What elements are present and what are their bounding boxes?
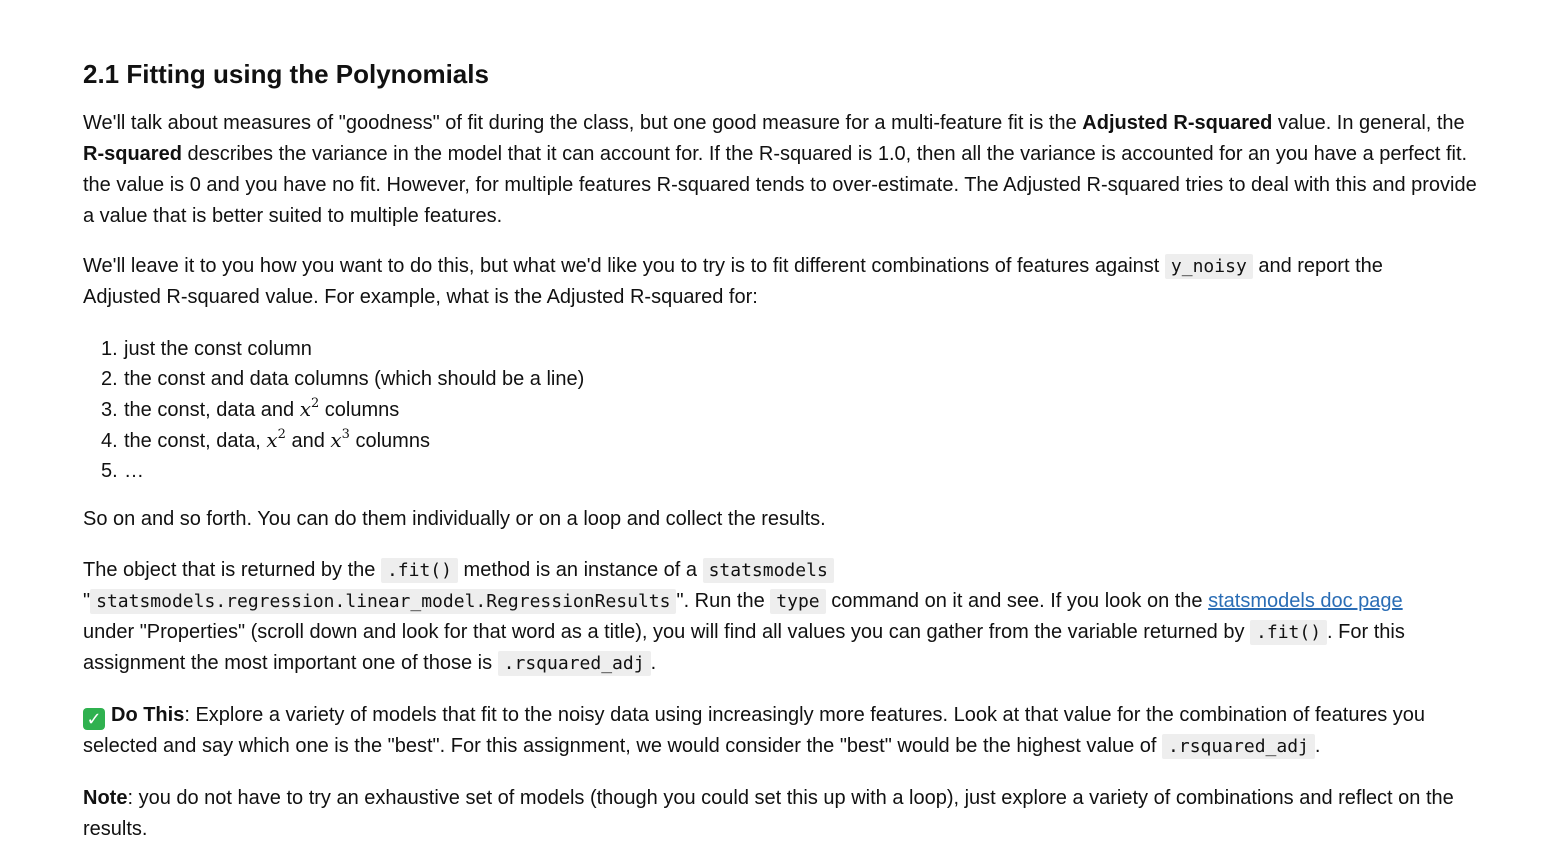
inline-code: .fit() — [381, 558, 458, 583]
inline-code: type — [770, 589, 825, 614]
inline-code: statsmodels.regression.linear_model.RegressionResults — [90, 589, 676, 614]
text: a value that is better suited to multiple features. — [83, 205, 503, 227]
statsmodels-doc-link[interactable]: statsmodels doc page — [1208, 590, 1403, 612]
text: results. — [83, 818, 148, 840]
text: and report the — [1252, 255, 1383, 277]
bold-text: Do This — [111, 704, 185, 726]
inline-code: .rsquared_adj — [1162, 734, 1315, 759]
list-item: 4. the const, data, $x^2$ and $x^3$ columns — [101, 427, 430, 452]
inline-code: .fit() — [1250, 620, 1327, 645]
checkmark-icon: ✓ — [83, 708, 105, 730]
bold-text: Adjusted R-squared — [1082, 112, 1273, 134]
inline-code: statsmodels — [703, 558, 834, 583]
text: describes the variance in the model that it can account for. If the R-squared is 1.0, then all the variance is accounted for an you have a perfect fit. — [181, 143, 1468, 165]
paragraph-do-this: ✓ Do This: Explore a variety of models that fit to the noisy data using increasingly more features. Look at that value for the combination of features you selected and say which one is the "best". For this assignment, we would consider the "best" would be the highest value of .rsquared_adj . — [83, 704, 1426, 757]
paragraph-so-on — [83, 504, 826, 535]
math-variable: $x^2$ — [299, 396, 320, 421]
text: So on and so forth. You can do them individually or on a loop and collect the results. — [83, 508, 826, 530]
bold-text: Note — [83, 787, 128, 809]
paragraph-goodness-of-fit — [83, 108, 1477, 232]
bold-text: R-squared — [83, 143, 182, 165]
text: We'll talk about measures of "goodness" of fit during the class, but one good measure for a multi-feature fit is the — [83, 112, 1083, 134]
section-heading: 2.1 Fitting using the Polynomials — [83, 59, 489, 89]
paragraph-note: Note: you do not have to try an exhaustive set of models (though you could set this up with a loop), just explore a variety of combinations and reflect on the results. — [83, 783, 1454, 845]
list-item: 3. the const, data and $x^2$ columns — [101, 396, 400, 421]
math-variable: $x^2$ — [266, 427, 286, 452]
text: Adjusted R-squared value. For example, what is the Adjusted R-squared for: — [83, 286, 758, 308]
list-item: 5. … — [101, 460, 144, 482]
inline-code: .rsquared_adj — [498, 651, 651, 676]
math-variable: $x^3$ — [330, 427, 350, 452]
list-item: 2. the const and data columns (which should be a line) — [101, 368, 585, 390]
paragraph-instructions — [83, 251, 1383, 313]
paragraph-fit-object: The object that is returned by the .fit() method is an instance of a statsmodels " statsmodels.regression.linear_model.RegressionResults ". Run the type command on it and see. If you look on the statsmodels doc page under "Properties" (scroll down and look for that word as a title), you will find all values you can gather from the variable returned by .fit() . For this assignment the most important one of those is .rsquared_adj . — [83, 559, 1405, 674]
numbered-list — [101, 334, 584, 486]
inline-code: y_noisy — [1165, 254, 1253, 279]
text: value. In general, the — [1272, 112, 1465, 134]
text: the value is 0 and you have no fit. However, for multiple features R-squared tends to over-estimate. The Adjusted R-squared tries to deal with this and provide — [83, 174, 1477, 196]
list-item: 1. just the const column — [101, 338, 312, 360]
text: We'll leave it to you how you want to do this, but what we'd like you to try is to fit different combinations of features against — [83, 255, 1165, 277]
